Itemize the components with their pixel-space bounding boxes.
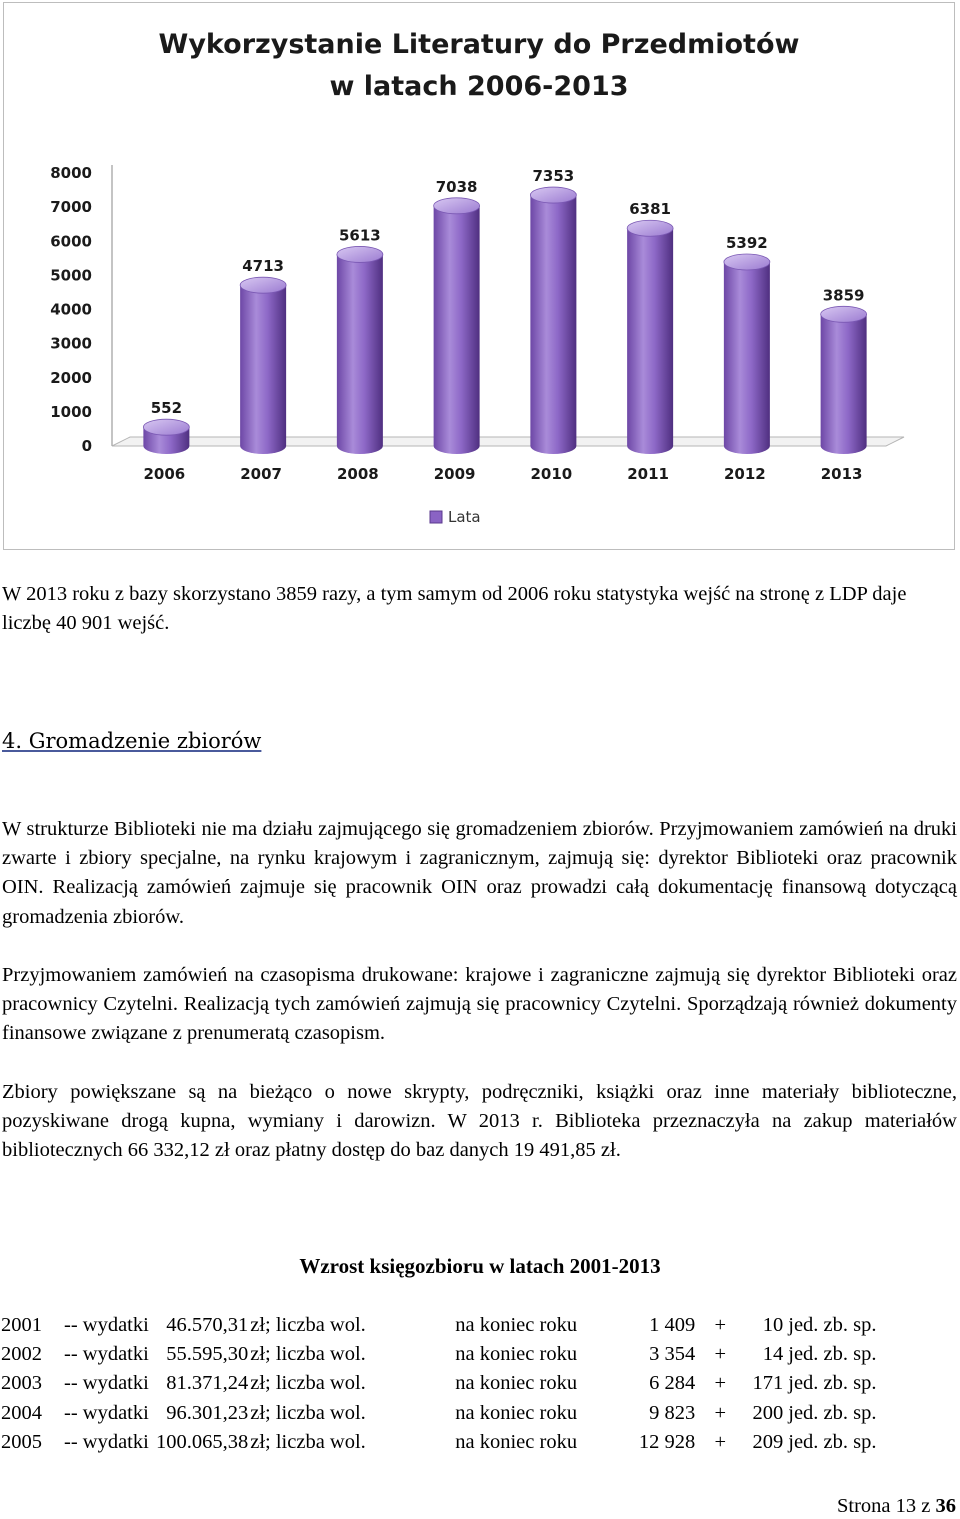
table-cell-special-unit: jed. zb. sp.: [788, 1430, 877, 1453]
y-tick-label: 4000: [50, 300, 92, 319]
table-cell-special: 10: [762, 1314, 784, 1337]
footer-prefix: Strona: [836, 1495, 891, 1517]
table-cell-amount: 96.301,23: [166, 1401, 249, 1424]
legend-swatch: [430, 511, 442, 523]
table-cell-unit: zł; liczba wol.: [250, 1430, 366, 1453]
table-cell-sep: -- wydatki: [64, 1314, 149, 1337]
chart-floor: [112, 437, 904, 446]
bar-body: [724, 262, 770, 454]
bar: [434, 178, 480, 454]
bar-body: [337, 254, 383, 454]
table-cell-sep: -- wydatki: [64, 1372, 149, 1395]
table-cell-sep: -- wydatki: [64, 1401, 149, 1424]
y-tick-label: 3000: [50, 334, 92, 353]
table-cell-special-unit: jed. zb. sp.: [788, 1401, 877, 1424]
chart-legend: [430, 508, 481, 526]
bar-value-label: 3859: [822, 286, 865, 305]
bar-cap: [337, 246, 383, 262]
table-cell-plus: +: [714, 1372, 727, 1395]
bar-cap: [143, 419, 189, 435]
bar-value-label: 5392: [726, 233, 768, 252]
chart-title: Wykorzystanie Literatury do Przedmiotów: [158, 29, 800, 60]
bar-cap: [627, 220, 673, 236]
y-tick-label: 0: [81, 437, 92, 455]
table-cell-unit: zł; liczba wol.: [250, 1314, 366, 1337]
table-cell-end: na koniec roku: [455, 1343, 578, 1366]
table-cell-special-unit: jed. zb. sp.: [788, 1372, 877, 1395]
table-cell-amount: 46.570,31: [166, 1314, 249, 1337]
table-cell-plus: +: [714, 1430, 727, 1453]
bar-value-label: 7353: [532, 167, 575, 186]
bar: [240, 257, 286, 454]
bar-cap: [434, 198, 480, 214]
bar-cap: [821, 306, 867, 322]
x-tick-label: 2011: [627, 465, 669, 483]
table-cell-special: 200: [752, 1401, 784, 1424]
table-cell-special-unit: jed. zb. sp.: [788, 1314, 877, 1337]
bar-body: [434, 206, 480, 454]
table-cell-count: 9 823: [649, 1401, 696, 1424]
paragraph-acquisition: Zbiory powiększane są na bieżąco o nowe skrypty, podręczniki, książki oraz inne materiały biblioteczne, pozyskiwane drogą kupna, wymiany i darowizn. W 2013 r. Biblioteka przeznaczyła na zakup materiałów bibliotecznych 66 332,12 zł oraz płatny dostęp do baz danych 19 491,85 zł.: [2, 1081, 957, 1162]
table-cell-count: 12 928: [638, 1430, 696, 1453]
legend-label: Lata: [448, 508, 481, 526]
table-row: [1, 1311, 877, 1340]
table-cell-sep: -- wydatki: [64, 1343, 149, 1366]
x-tick-label: 2006: [143, 465, 186, 483]
table-cell-amount: 100.065,38: [156, 1430, 249, 1453]
table-cell-amount: 81.371,24: [166, 1372, 249, 1395]
x-tick-label: 2013: [820, 465, 863, 483]
table-cell-amount: 55.595,30: [166, 1343, 249, 1366]
table-cell-special: 209: [752, 1430, 784, 1453]
footer-page: 13: [895, 1495, 917, 1517]
table-cell-count: 6 284: [649, 1372, 696, 1395]
table-cell-unit: zł; liczba wol.: [250, 1343, 366, 1366]
paragraph-periodicals: Przyjmowaniem zamówień na czasopisma drukowane: krajowe i zagraniczne zajmują się dyrektor Biblioteki oraz pracownicy Czytelni. Realizacją tych zamówień zajmują się pracownicy Czytelni. Sporządzają również dokumenty finansowe związane z prenumeratą czasopism.: [2, 964, 957, 1045]
bar-cap: [240, 277, 286, 293]
table-cell-year: 2005: [1, 1430, 42, 1453]
bar-body: [627, 228, 673, 454]
table-cell-year: 2001: [1, 1314, 42, 1337]
table-cell-plus: +: [714, 1314, 727, 1337]
table-row: [1, 1369, 877, 1398]
bar: [627, 200, 673, 454]
table-cell-end: na koniec roku: [455, 1314, 578, 1337]
growth-table: [1, 1311, 877, 1457]
table-cell-year: 2004: [1, 1401, 42, 1424]
bar: [337, 226, 383, 454]
paragraph-usage: W 2013 roku z bazy skorzystano 3859 razy, a tym samym od 2006 roku statystyka wejść na stronę z LDP daje liczbę 40 901 wejść.: [2, 583, 907, 635]
bar-cap: [530, 187, 576, 203]
bar-body: [240, 285, 286, 454]
table-cell-unit: zł; liczba wol.: [250, 1401, 366, 1424]
table-title: Wzrost księgozbioru w latach 2001-2013: [299, 1254, 661, 1278]
bar-value-label: 6381: [629, 200, 671, 219]
y-tick-label: 6000: [50, 232, 92, 251]
table-cell-sep: -- wydatki: [64, 1430, 149, 1453]
y-tick-label: 1000: [50, 402, 92, 421]
bar-value-label: 552: [150, 399, 183, 418]
table-cell-year: 2003: [1, 1372, 42, 1395]
table-row: [1, 1399, 877, 1428]
y-tick-label: 2000: [50, 368, 92, 387]
bar-cap: [724, 254, 770, 270]
table-row: [1, 1340, 877, 1369]
bar-value-label: 7038: [435, 177, 478, 196]
x-tick-label: 2009: [433, 465, 476, 483]
bar-chart: [3, 2, 955, 550]
table-cell-plus: +: [714, 1343, 727, 1366]
table-cell-special: 14: [762, 1343, 784, 1366]
footer-middle: z: [921, 1495, 931, 1517]
table-cell-special: 171: [752, 1372, 784, 1395]
bar: [724, 234, 770, 454]
table-cell-special-unit: jed. zb. sp.: [788, 1343, 877, 1366]
x-tick-label: 2008: [337, 465, 379, 483]
table-row: [1, 1428, 877, 1457]
bar: [530, 167, 576, 454]
x-tick-label: 2012: [724, 465, 766, 483]
page-footer: [837, 1495, 956, 1518]
table-cell-end: na koniec roku: [455, 1372, 578, 1395]
paragraph-structure: W strukturze Biblioteki nie ma działu zajmującego się gromadzeniem zbiorów. Przyjmowaniem zamówień na druki zwarte i zbiory specjalne, na rynku krajowym i zagranicznym, zajmują się: dyrektor Biblioteki oraz pracownik OIN. Realizacją zamówień zajmuje się pracownik OIN oraz prowadzi całą dokumentację finansową dotyczącą gromadzenia zbiorów.: [2, 818, 957, 928]
table-cell-year: 2002: [1, 1343, 42, 1366]
table-cell-unit: zł; liczba wol.: [250, 1372, 366, 1395]
table-cell-end: na koniec roku: [455, 1430, 578, 1453]
bar-value-label: 5613: [339, 226, 381, 245]
table-cell-count: 3 354: [649, 1343, 696, 1366]
bar: [143, 399, 189, 454]
y-tick-label: 8000: [50, 164, 92, 182]
table-cell-end: na koniec roku: [455, 1401, 578, 1424]
bar-body: [530, 195, 576, 454]
section-heading: 4. Gromadzenie zbiorów: [2, 729, 262, 753]
bar-body: [821, 314, 867, 454]
chart-subtitle: w latach 2006-2013: [329, 71, 629, 102]
x-tick-label: 2007: [240, 465, 282, 483]
footer-total: 36: [935, 1495, 956, 1517]
table-cell-count: 1 409: [649, 1314, 696, 1337]
y-tick-label: 7000: [50, 198, 92, 217]
bar: [821, 286, 867, 454]
x-tick-label: 2010: [530, 465, 573, 483]
y-tick-label: 5000: [50, 266, 92, 285]
bar-value-label: 4713: [242, 257, 284, 276]
table-cell-plus: +: [714, 1401, 727, 1424]
